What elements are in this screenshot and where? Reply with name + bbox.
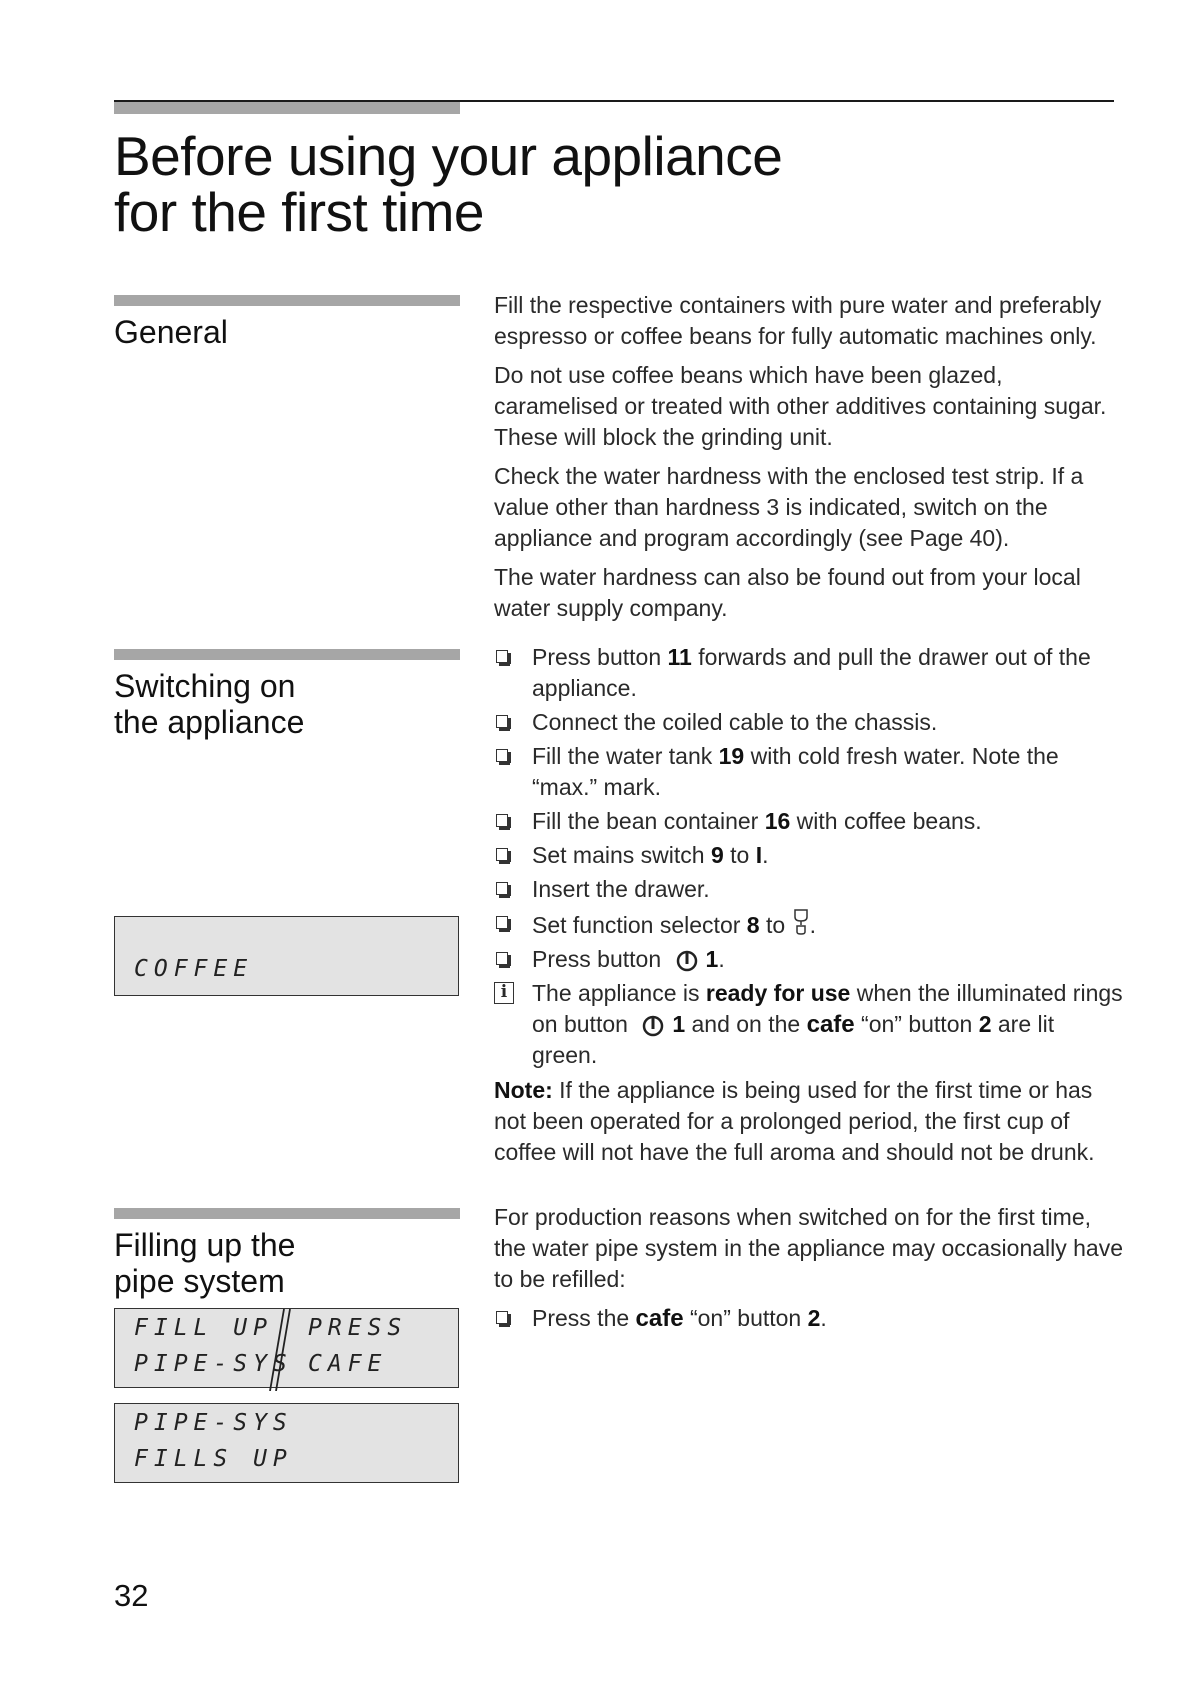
section-bar-filling bbox=[114, 1208, 460, 1219]
display-fills-up: PIPE-SYS FILLS UP bbox=[114, 1403, 459, 1483]
checkbox-icon bbox=[496, 814, 508, 827]
power-icon bbox=[640, 1014, 666, 1038]
checkbox-icon bbox=[496, 882, 508, 895]
list-item: Press button 11 forwards and pull the drawer out of the appliance. bbox=[494, 642, 1124, 704]
note: Note: If the appliance is being used for the first time or has not been operated for a prolonged period, the first cup of coffee will not have the full aroma and should not be drunk. bbox=[494, 1077, 1095, 1165]
list-item: Connect the coiled cable to the chassis. bbox=[494, 707, 1124, 738]
list-item: Fill the bean container 16 with coffee beans. bbox=[494, 806, 1124, 837]
general-text bbox=[494, 290, 1124, 632]
heading-filling: Filling up the pipe system bbox=[114, 1227, 296, 1299]
list-item: Fill the water tank 19 with cold fresh water. Note the “max.” mark. bbox=[494, 741, 1124, 803]
display-text: COFFEE bbox=[134, 956, 254, 982]
list-item: Press button 1. bbox=[494, 944, 1124, 975]
general-paragraph-4: The water hardness can also be found out from your local water supply company. bbox=[494, 564, 1081, 621]
page-title: Before using your appliance for the first time bbox=[114, 125, 783, 243]
checkbox-icon bbox=[496, 650, 508, 663]
general-paragraph-2: Do not use coffee beans which have been glazed, caramelised or treated with other additives containing sugar. These will block the grinding unit. bbox=[494, 362, 1107, 450]
display-coffee bbox=[114, 916, 459, 996]
switching-steps bbox=[494, 642, 1124, 1176]
info-item: i The appliance is ready for use when the illuminated rings on button 1 and on the cafe “on” button 2 are lit green. bbox=[494, 978, 1124, 1071]
separator-icon bbox=[260, 1309, 296, 1391]
section-bar-general bbox=[114, 295, 460, 306]
coffee-cup-icon bbox=[792, 908, 810, 936]
power-icon bbox=[674, 949, 700, 973]
list-item: Insert the drawer. bbox=[494, 874, 1124, 905]
checkbox-icon bbox=[496, 715, 508, 728]
page-number: 32 bbox=[114, 1578, 149, 1613]
display-fill-up: FILL UP PIPE-SYS PRESS CAFE bbox=[114, 1308, 459, 1388]
list-item: Press the cafe “on” button 2. bbox=[494, 1303, 1124, 1334]
checkbox-icon bbox=[496, 848, 508, 861]
heading-switching: Switching on the appliance bbox=[114, 668, 305, 740]
checkbox-icon bbox=[496, 952, 508, 965]
filling-text bbox=[494, 1202, 1124, 1337]
checkbox-icon bbox=[496, 1311, 508, 1324]
list-item: Set function selector 8 to . bbox=[494, 908, 1124, 941]
section-bar-switching bbox=[114, 649, 460, 660]
header-bar bbox=[114, 102, 460, 114]
general-paragraph-1: Fill the respective containers with pure water and preferably espresso or coffee beans for fully automatic machines only. bbox=[494, 292, 1102, 349]
list-item: Set mains switch 9 to I. bbox=[494, 840, 1124, 871]
general-paragraph-3: Check the water hardness with the enclosed test strip. If a value other than hardness 3 is indicated, switch on the appliance and program accordingly (see Page 40). bbox=[494, 463, 1084, 551]
filling-paragraph: For production reasons when switched on for the first time, the water pipe system in the appliance may occasionally have to be refilled: bbox=[494, 1204, 1124, 1292]
checkbox-icon bbox=[496, 916, 508, 929]
heading-general: General bbox=[114, 314, 228, 350]
checkbox-icon bbox=[496, 749, 508, 762]
info-icon: i bbox=[494, 982, 514, 1004]
